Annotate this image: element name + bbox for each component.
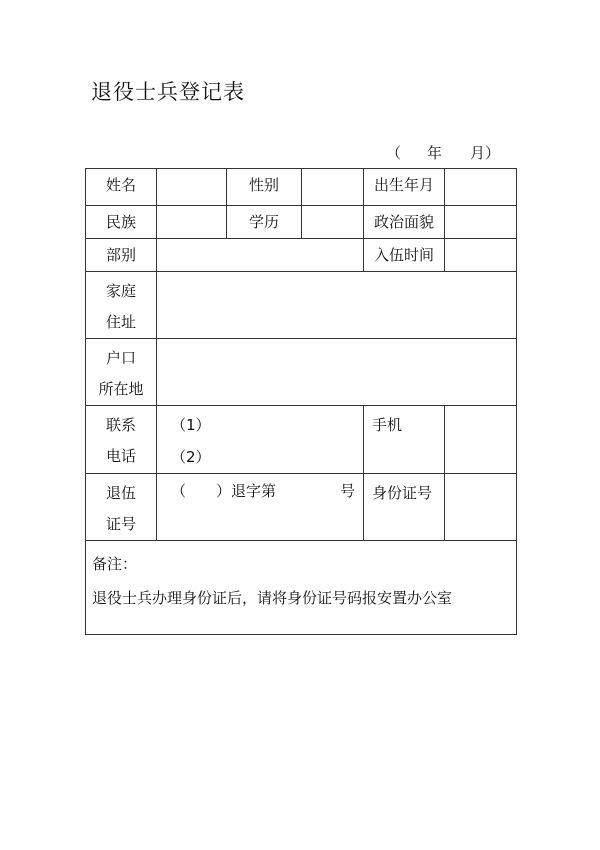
name-label: 姓名 xyxy=(86,169,157,206)
remarks-title: 备注： xyxy=(92,555,138,573)
contact-label-line1: 联系 xyxy=(105,416,136,434)
education-label: 学历 xyxy=(227,206,302,239)
education-value[interactable] xyxy=(302,206,364,239)
phone-1-label: （1） xyxy=(171,416,211,434)
date-open: （ xyxy=(386,144,402,162)
cert-label xyxy=(86,474,157,541)
id-number-label: 身份证号 xyxy=(364,474,445,541)
unit-label: 部别 xyxy=(86,239,157,272)
row-remarks xyxy=(86,541,517,635)
date-year-label: 年 xyxy=(427,144,443,162)
cert-label-line2: 证号 xyxy=(105,515,136,533)
contact-label xyxy=(86,406,157,474)
political-label: 政治面貌 xyxy=(364,206,445,239)
date-line xyxy=(386,142,500,163)
cert-label-line1: 退伍 xyxy=(105,484,136,502)
name-value[interactable] xyxy=(157,169,227,206)
hukou-value[interactable] xyxy=(157,339,517,406)
row-home xyxy=(86,272,517,339)
id-number-value[interactable] xyxy=(445,474,517,541)
home-value[interactable] xyxy=(157,272,517,339)
enlist-label: 入伍时间 xyxy=(364,239,445,272)
date-month-label: 月） xyxy=(470,144,501,162)
mobile-value[interactable] xyxy=(445,406,517,474)
form-title: 退役士兵登记表 xyxy=(91,80,245,104)
row-ethnicity xyxy=(86,206,517,239)
remarks-text: 退役士兵办理身份证后，请将身份证号码报安置办公室 xyxy=(92,589,453,607)
gender-label: 性别 xyxy=(227,169,302,206)
row-cert xyxy=(86,474,517,541)
unit-value[interactable] xyxy=(157,239,364,272)
cert-value-suffix: 号 xyxy=(339,482,355,500)
registration-table xyxy=(85,168,517,635)
row-name xyxy=(86,169,517,206)
phone-2-label: （2） xyxy=(171,448,211,466)
hukou-label xyxy=(86,339,157,406)
remarks-cell[interactable] xyxy=(86,541,517,635)
home-label-line1: 家庭 xyxy=(105,282,136,300)
cert-value[interactable] xyxy=(157,474,364,541)
birth-label: 出生年月 xyxy=(364,169,445,206)
home-label-line2: 住址 xyxy=(105,313,136,331)
contact-phones[interactable] xyxy=(157,406,364,474)
row-contact xyxy=(86,406,517,474)
hukou-label-line2: 所在地 xyxy=(98,380,144,398)
row-hukou xyxy=(86,339,517,406)
row-unit xyxy=(86,239,517,272)
home-label xyxy=(86,272,157,339)
hukou-label-line1: 户口 xyxy=(105,349,136,367)
political-value[interactable] xyxy=(445,206,517,239)
enlist-value[interactable] xyxy=(445,239,517,272)
gender-value[interactable] xyxy=(302,169,364,206)
ethnicity-label: 民族 xyxy=(86,206,157,239)
birth-value[interactable] xyxy=(445,169,517,206)
contact-label-line2: 电话 xyxy=(105,447,136,465)
ethnicity-value[interactable] xyxy=(157,206,227,239)
cert-value-prefix: （ ）退字第 xyxy=(171,482,277,500)
mobile-label: 手机 xyxy=(364,406,445,474)
